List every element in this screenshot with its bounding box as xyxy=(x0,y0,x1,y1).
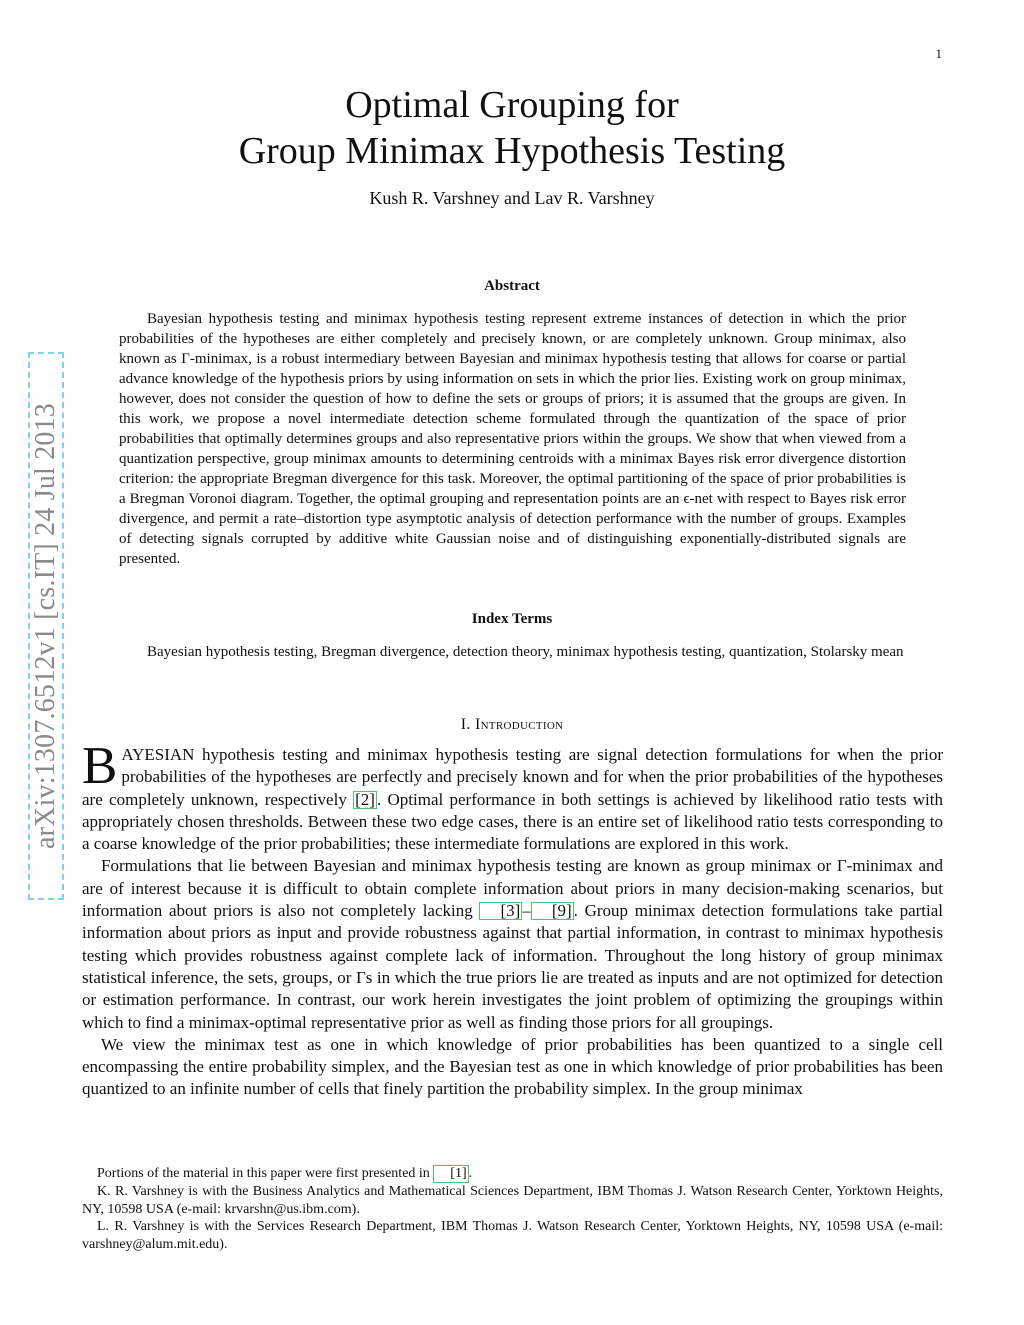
paper-title xyxy=(0,82,1024,174)
footnote-1-text-a: Portions of the material in this paper were first presented in xyxy=(97,1166,434,1181)
introduction-body xyxy=(82,737,944,1101)
title-line-1: Optimal Grouping for xyxy=(345,84,679,126)
authors: Kush R. Varshney and Lav R. Varshney xyxy=(369,188,655,208)
intro-paragraph-3: We view the minimax test as one in which knowledge of prior probabilities has been quantized to a single cell encompassing the entire probability simplex, and the Bayesian test as one in which knowledge of prior probabilities has been quantized to an infinite number of cells that finely partition the probability simplex. In the group minimax xyxy=(82,1034,943,1099)
intro-paragraph-2 xyxy=(82,855,943,1033)
citation-link[interactable]: [1] xyxy=(433,1165,468,1183)
intro-p2-text-b: . Group minimax detection formulations take partial information about priors as input and provide robustness against that partial information, in contrast to minimax hypothesis testing which provides robustness against complete lack of information. Throughout the long history of group minimax statistical inference, the sets, groups, or Γs in which the true priors lie are treated as inputs and are not optimized for detection or estimation performance. In contrast, our work herein investigates the joint problem of optimizing the groupings within which to find a minimax-optimal representative prior as well as finding those priors for all groupings. xyxy=(82,901,944,1032)
section-numeral: I. xyxy=(460,716,471,733)
index-terms-text: Bayesian hypothesis testing, Bregman divergence, detection theory, minimax hypothesis testing, quantization, Stolarsky mean xyxy=(147,644,904,660)
footnote-2: K. R. Varshney is with the Business Analytics and Mathematical Sciences Department, IBM Thomas J. Watson Research Center, Yorktown Heights, NY, 10598 USA (e-mail: krvarshn@us.ibm.com). xyxy=(82,1184,943,1217)
intro-p1-text-b: . Optimal performance in both settings is achieved by likelihood ratio tests with appropriately chosen thresholds. Between these two edge cases, there is an entire set of likelihood ratio tests corresponding to a coarse knowledge of the prior probabilities; these intermediate formulations are explored in this work. xyxy=(82,789,944,854)
footnote-3: L. R. Varshney is with the Services Research Department, IBM Thomas J. Watson Research Center, Yorktown Heights, NY, 10598 USA (e-mail: varshney@alum.mit.edu). xyxy=(82,1219,943,1252)
section-heading xyxy=(0,716,1024,734)
index-terms-heading: Index Terms xyxy=(471,611,553,627)
citation-link[interactable]: [3] xyxy=(479,902,522,920)
footnote-1-text-b: . xyxy=(468,1166,473,1181)
citation-link[interactable]: [9] xyxy=(531,902,574,920)
arxiv-stamp-text: arXiv:1307.6512v1 [cs.IT] 24 Jul 2013 xyxy=(30,402,61,850)
abstract-text: Bayesian hypothesis testing and minimax hypothesis testing represent extreme instances of detection in which the prior probabilities of the hypotheses are either completely and precisely known, or are completely unknown. Group minimax, also known as Γ-minimax, is a robust intermediary between Bayesian and minimax hypothesis testing that allows for coarse or partial advance knowledge of the hypothesis priors by using information on sets in which the prior lies. Existing work on group minimax, however, does not consider the question of how to define the sets or groups of priors; it is assumed that the groups are given. In this work, we propose a novel intermediate detection scheme formulated through the quantization of the space of prior probabilities that optimally determines groups and also representative priors within the groups. We show that when viewed from a quantization perspective, group minimax amounts to determining centroids with a minimax Bayes risk error divergence distortion criterion: the appropriate Bregman divergence for this task. Moreover, the optimal partitioning of the space of prior probabilities is a Bregman Voronoi diagram. Together, the optimal grouping and representation points are an ϵ-net with respect to Bayes risk error divergence, and permit a rate–distortion type asymptotic analysis of detection performance with the number of groups. Examples of detecting signals corrupted by additive white Gaussian noise and of distinguishing exponentially-distributed signals are presented. xyxy=(119,311,906,567)
page-number: 1 xyxy=(935,46,942,61)
drop-cap: B xyxy=(82,737,118,795)
intro-paragraph-1 xyxy=(82,737,944,855)
citation-range-dash: – xyxy=(522,901,531,921)
abstract-heading: Abstract xyxy=(484,278,540,294)
citation-link[interactable]: [2] xyxy=(355,789,375,809)
footnote-1 xyxy=(82,1165,943,1183)
section-title: Introduction xyxy=(474,716,564,733)
intro-p1-text-a: AYESIAN hypothesis testing and minimax hypothesis testing are signal detection formulations for when the prior probabilities of the hypotheses are perfectly and precisely known and for when the prior probabilities of the hypotheses are completely unknown, respectively xyxy=(82,745,943,809)
title-line-2: Group Minimax Hypothesis Testing xyxy=(238,130,786,172)
footnotes xyxy=(82,1165,943,1253)
intro-p2-text-a: Formulations that lie between Bayesian and minimax hypothesis testing are known as group minimax or Γ-minimax and are of interest because it is difficult to obtain complete information about priors in many decision-making scenarios, but information about priors is also not completely lacking xyxy=(82,856,943,921)
